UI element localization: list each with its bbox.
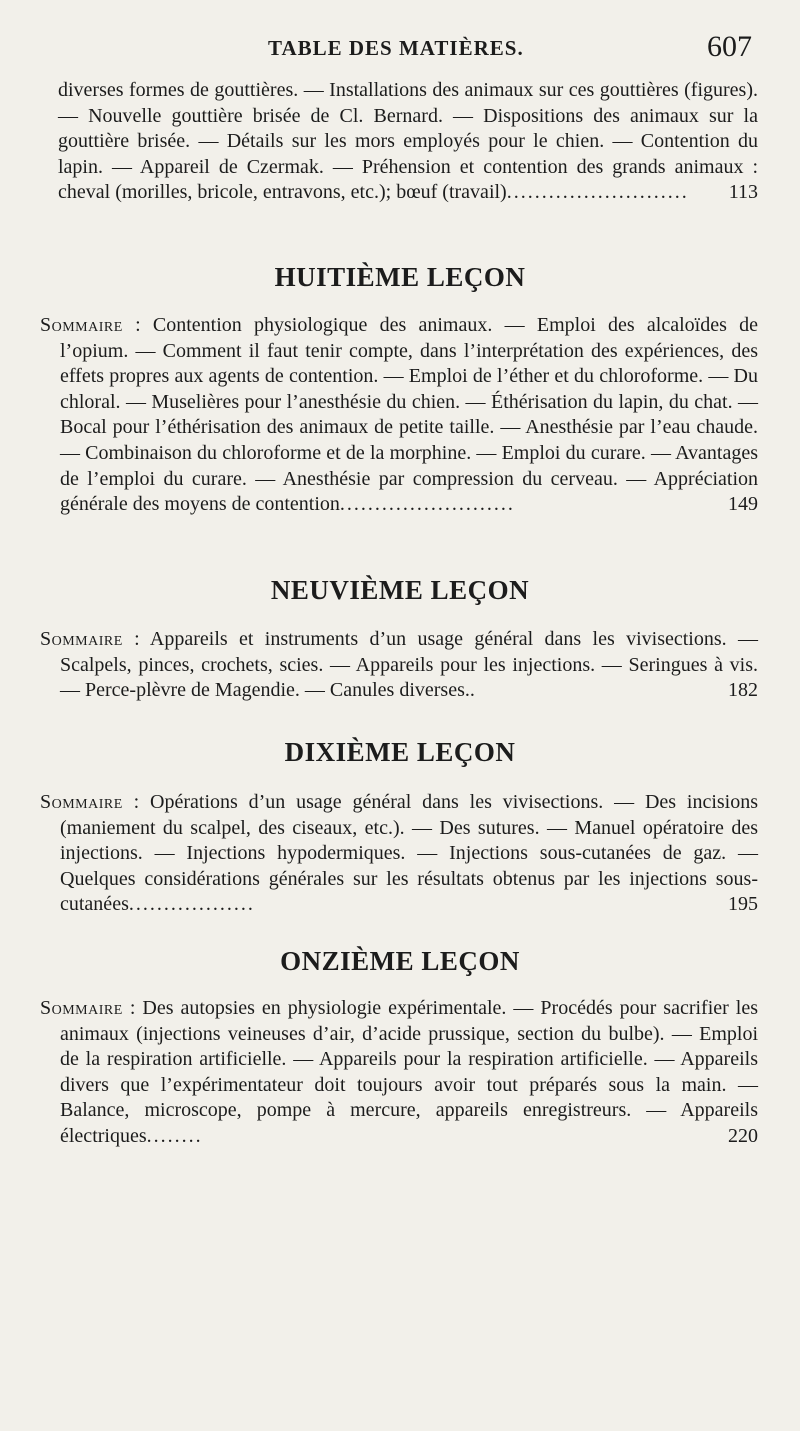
dot-leader: .......................... bbox=[506, 181, 689, 204]
page-header bbox=[0, 30, 800, 70]
page-number: 607 bbox=[707, 30, 752, 63]
summary-page: 220 bbox=[728, 1124, 758, 1147]
summary-label: Sommaire bbox=[40, 314, 123, 336]
summary-text: : Contention physiologique des animaux. — Emploi des alcaloïdes de l’opium. — Comment il faut tenir compte, dans l’interprétation des expériences, des effets propres aux agents de contention. — Emploi de l’éther et du chloroforme. — Du chloral. — Muselières pour l’anesthésie du chien. — Éthérisation du lapin, du chat. — Bocal pour l’éthérisation des animaux de petite taille. — Anesthésie par l’eau chaude. — Combinaison du chloroforme et de la morphine. — Emploi du curare. — Avantages de l’emploi du curare. — Anesthésie par compression du cerveau. — Appréciation générale des moyens de contention bbox=[60, 314, 759, 516]
dot-leader: ......................... bbox=[339, 493, 515, 516]
dot-leader: ........ bbox=[146, 1124, 203, 1147]
lesson-summary-11 bbox=[40, 996, 758, 1150]
summary-text: : Des autopsies en physiologie expérimentale. — Procédés pour sacrifier les animaux (injections veineuses d’air, d’acide prussique, section du bulbe). — Emploi de la respiration artificielle. — Appareils pour la respiration artificielle. — Appareils divers que l’expérimentateur doit toujours avoir tout préparés sous la main. — Balance, microscope, pompe à mercure, appareils enregistreurs. — Appareils électriques bbox=[60, 997, 759, 1147]
lesson-title-11: ONZIÈME LEÇON bbox=[280, 946, 520, 976]
summary-text: : Opérations d’un usage général dans les vivisections. — Des incisions (maniement du scalpel, des ciseaux, etc.). — Des sutures. — Manuel opératoire des injections. — Injections hypodermiques. — Injections sous-cutanées de gaz. — Quelques considérations générales sur les résultats obtenus par les injections sous-cutanées bbox=[60, 791, 759, 916]
continuation-entry bbox=[40, 78, 758, 206]
lesson-summary-10 bbox=[40, 790, 758, 918]
summary-page: 182 bbox=[728, 679, 758, 702]
summary-label: Sommaire bbox=[40, 628, 123, 650]
continuation-page: 113 bbox=[728, 181, 758, 204]
lesson-summary-8 bbox=[40, 313, 758, 518]
continuation-text: diverses formes de gouttières. — Installations des animaux sur ces gouttières (figures). — Nouvelle gouttière brisée de Cl. Bernard. — Dispositions des animaux sur la gouttière brisée. — Détails sur les mors employés pour le chien. — Contention du lapin. — Appareil de Czermak. — Préhension et contention des grands animaux : cheval (morilles, bricole, entravons, etc.); bœuf (travail) bbox=[58, 79, 758, 204]
lesson-summary-9 bbox=[40, 627, 758, 704]
running-title: TABLE DES MATIÈRES. bbox=[268, 36, 524, 60]
summary-label: Sommaire bbox=[40, 997, 123, 1019]
lesson-title-9: NEUVIÈME LEÇON bbox=[270, 575, 530, 605]
summary-text: : Appareils et instruments d’un usage général dans les vivisections. — Scalpels, pinces, crochets, scies. — Appareils pour les injections. — Seringues à vis. — Perce-plèvre de Magendie. — Canules diverses.. bbox=[60, 628, 758, 702]
summary-page: 195 bbox=[728, 893, 758, 916]
summary-label: Sommaire bbox=[40, 791, 123, 813]
summary-page: 149 bbox=[728, 493, 758, 516]
dot-leader: .................. bbox=[128, 893, 255, 916]
lesson-title-8: HUITIÈME LEÇON bbox=[274, 262, 526, 292]
lesson-title-10: DIXIÈME LEÇON bbox=[284, 737, 516, 767]
